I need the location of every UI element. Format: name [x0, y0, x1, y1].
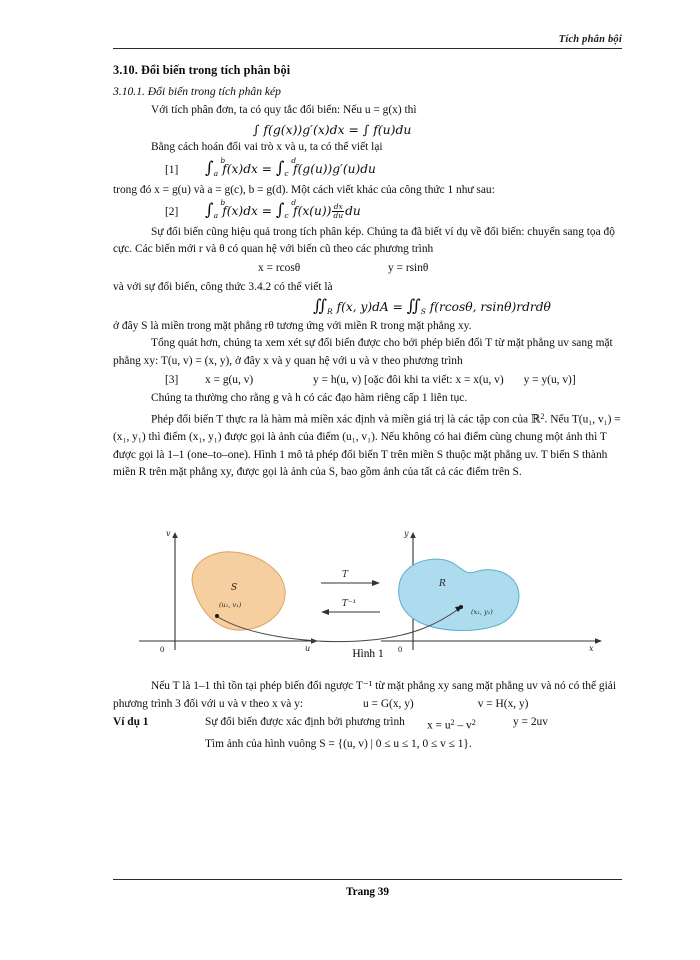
equation-2-body	[205, 198, 361, 221]
point-r-label: (x₁, y₁)	[471, 608, 493, 616]
paragraph-5: và với sự đổi biến, công thức 3.4.2 có thể viết là	[113, 280, 333, 293]
example-label: Ví dụ 1	[113, 716, 149, 729]
integral-sign-4: ∫	[275, 200, 285, 220]
xy-axis-label-y: y	[404, 529, 409, 538]
paragraph-2: Bằng cách hoán đổi vai trò x và u, ta có thể viết lại	[151, 141, 383, 154]
arrow-backward-head	[321, 609, 329, 615]
page-content	[113, 56, 623, 482]
inverse-equation-u: u = G(x, y)	[363, 697, 414, 710]
equation-2-tag: [2]	[165, 206, 179, 219]
arrow-forward-label: T	[341, 570, 349, 580]
page-footer	[113, 879, 622, 898]
equation-3-tag: [3]	[165, 373, 179, 386]
region-s-shape	[192, 552, 285, 630]
paragraph-1: Với tích phân đơn, ta có quy tắc đổi biến: Nếu u = g(x) thì	[151, 104, 417, 117]
fraction-dx-du: $\frac{dx}{du}$	[333, 201, 344, 220]
equation-1-body	[205, 156, 376, 179]
double-integral-region-S: S	[420, 307, 426, 317]
header-title: Tích phân bội	[558, 34, 622, 45]
double-integral-region-R: R	[327, 307, 333, 317]
paragraph-8: Chúng ta thường cho rằng g và h có các đạo hàm riêng cấp 1 liên tục.	[151, 392, 468, 405]
subsection-heading: 3.10.1. Đổi biến trong tích phân kép	[113, 84, 281, 98]
xy-x-axis-arrowhead	[595, 638, 602, 644]
exp-2a: 2	[450, 718, 455, 728]
integral-limits-1: b a	[213, 156, 226, 178]
section-heading: 3.10. Đổi biến trong tích phân bội	[113, 63, 291, 77]
integral-limits-4: d c	[284, 198, 297, 221]
uv-plane	[139, 529, 318, 654]
arrow-forward-head	[372, 580, 380, 586]
equation-2-right-post: du	[345, 204, 361, 219]
paragraph-9-part-a: Phép đổi biến T thực ra là hàm mà miền xác định và miền giá trị là các tập con của	[151, 413, 531, 426]
paragraph-4: Sự đổi biến cũng hiệu quả trong tích phân kép. Chúng ta đã biết ví dụ về đổi biến: chuyển sang tọa độ cực. Các biến mới r và θ có quan hệ với biến cũ theo các phương trình	[113, 225, 615, 256]
equation-3-c: y = y(u, v)]	[523, 373, 576, 386]
equation-2-mid: f(x)dx =	[222, 204, 272, 219]
real-set-exponent: 2	[540, 411, 545, 421]
spacer	[113, 260, 258, 278]
arrow-backward-label: T⁻¹	[341, 599, 357, 609]
integral-sign: ∫	[205, 157, 214, 177]
integral-limits-3: b a	[213, 198, 226, 221]
page-header	[113, 34, 622, 49]
example-equation-y: y = 2uv	[513, 716, 548, 729]
equation-double-integral-body	[313, 296, 551, 317]
paragraph-9	[113, 408, 623, 482]
integral-limits-2: d c	[284, 156, 297, 178]
equation-0-text: ∫ f(g(x))g′(x)dx = ∫ f(u)du	[253, 121, 412, 137]
equation-3-b: y = h(u, v) [oặc đôi khi ta viết: x = x(u, v)	[313, 373, 504, 386]
uv-axis-label-v: v	[166, 529, 171, 538]
equation-0	[113, 121, 623, 139]
paragraph-10-text: Nếu T là 1–1 thì tồn tại phép biến đổi ngược T⁻¹ từ mặt phẳng xy sang mặt phẳng uv và nó có thể giải phương trình 3 đối với u và v theo x và y:	[113, 680, 616, 710]
uv-axis-label-u: u	[305, 644, 311, 653]
xy-plane	[381, 529, 602, 654]
page-content-lower	[113, 678, 623, 755]
exp-2b: 2	[471, 718, 476, 728]
uv-v-axis-arrowhead	[172, 532, 178, 538]
xy-origin-label: 0	[398, 644, 403, 654]
header-divider	[113, 48, 622, 49]
paragraph-9-part-b: .	[544, 413, 548, 426]
integral-sign-2: ∫	[275, 157, 285, 177]
uv-origin-label: 0	[160, 644, 165, 654]
equation-1-mid: f(x)dx =	[222, 161, 272, 176]
footer-page-label: Trang 39	[346, 886, 389, 898]
footer-divider	[113, 879, 622, 880]
equation-double-integral-right: f(rcosθ, rsinθ)rdrdθ	[429, 300, 551, 315]
example-line-2: Tìm ảnh của hình vuông S = {(u, v) | 0 ≤ u ≤ 1, 0 ≤ v ≤ 1}.	[205, 738, 472, 751]
polar-equation-x: x = rcosθ	[258, 261, 301, 274]
region-r-shape	[399, 559, 519, 630]
point-s-label: (u₁, v₁)	[219, 601, 242, 609]
equation-2	[113, 198, 623, 222]
inverse-equation-v: v = H(x, y)	[477, 697, 529, 710]
example-equation-x: $x = u^2 - v^2$	[427, 718, 476, 732]
transform-arrows	[321, 570, 380, 615]
example-row-2	[113, 736, 623, 754]
paragraph-3: trong đó x = g(u) và a = g(c), b = g(d). Một cách viết khác của công thức 1 như sau:	[113, 183, 495, 196]
equation-double-integral	[113, 297, 623, 317]
paragraph-7: Tổng quát hơn, chúng ta xem xét sự đổi biến được cho bởi phép biến đổi T từ mặt phẳng uv sang mặt phẳng xy: T(u, v) = (x, y), ở đây x và y quan hệ với u và v theo phương trình	[113, 337, 613, 367]
xy-y-axis-arrowhead	[410, 532, 416, 538]
paragraph-10	[113, 678, 623, 713]
region-r-label: R	[439, 579, 446, 589]
equation-double-integral-mid: f(x, y)dA =	[336, 300, 407, 315]
equation-1-right: f(g(u))g′(u)du	[293, 161, 376, 176]
xy-axis-label-x: x	[589, 644, 594, 653]
equation-1-tag: [1]	[165, 163, 179, 176]
equation-3-a: x = g(u, v)	[205, 373, 254, 386]
equation-2-right-pre: f(x(u))	[293, 204, 332, 219]
real-set-symbol: ℝ	[530, 411, 541, 426]
example-line-1: Sự đổi biến được xác định bởi phương trình	[205, 716, 405, 729]
region-s-label: S	[231, 583, 238, 593]
example-label-spacer	[113, 736, 205, 754]
figure-caption: Hình 1	[352, 648, 384, 660]
equation-3-row	[113, 372, 623, 390]
paragraph-9-part-c: Nếu T(u₁, v₁) = (x₁, y₁) thì điểm (x₁, y₁) được gọi là ảnh của điểm (u₁, v₁). Nếu không có hai điểm cùng chung một ảnh thì T được gọi là 1–1 (one–to–one). Hình 1 mô tả phép đổi biến T trên miền S thuộc mặt phẳng uv. T biến S thành miền R trên mặt phẳng xy, được gọi là ảnh của S, bao gồm ảnh của tất cả các điểm trên S.	[113, 413, 621, 479]
example-row-1	[113, 714, 623, 735]
polar-equations-row	[113, 260, 623, 278]
double-integral-sign-2: ∬	[406, 296, 421, 316]
paragraph-6: ở đây S là miền trong mặt phẳng rθ tương ứng với miền R trong mặt phẳng xy.	[113, 319, 472, 332]
double-integral-sign-1: ∬	[313, 296, 328, 316]
equation-1	[113, 156, 623, 180]
polar-equation-y: y = rsinθ	[388, 261, 429, 274]
integral-sign-3: ∫	[205, 200, 214, 220]
